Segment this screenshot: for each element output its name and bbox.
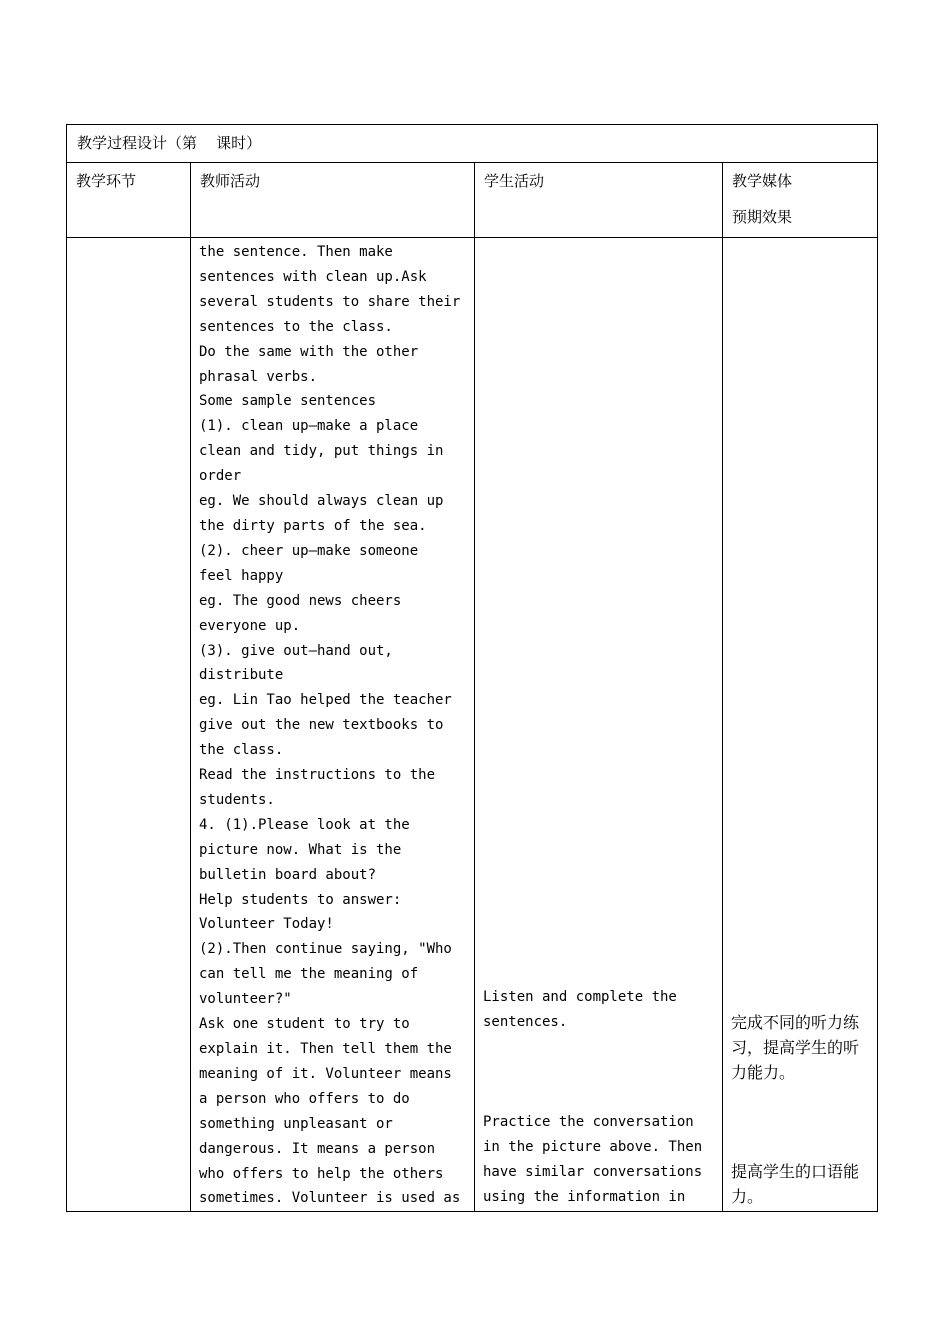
student-activity-practice — [483, 1110, 702, 1210]
teacher-activity-line: Volunteer Today! — [199, 916, 334, 933]
teacher-activity-line: feel happy — [199, 567, 284, 584]
teacher-activity-cell — [191, 238, 475, 1212]
teacher-activity-line: Ask one student to try to — [199, 1016, 410, 1033]
teacher-activity-line: give out the new textbooks to — [199, 717, 444, 734]
teacher-activity-line: the dirty parts of the sea. — [199, 517, 427, 534]
lesson-plan-table — [66, 124, 878, 1212]
expected-effect-line: 力能力。 — [731, 1063, 796, 1082]
expected-effect-line: 提高学生的口语能 — [731, 1162, 860, 1181]
header-stage-cell — [67, 163, 191, 238]
teacher-activity-line: order — [199, 468, 242, 485]
teacher-activity-line: Read the instructions to the — [199, 767, 436, 784]
teacher-activity-line: 4. (1).Please look at the — [199, 816, 410, 833]
title-cell — [67, 125, 878, 163]
expected-effect-line: 习，提高学生的听 — [731, 1038, 860, 1057]
column-header-teacher: 教师活动 — [200, 172, 261, 190]
student-activity-line: have similar conversations — [483, 1163, 703, 1180]
header-row — [67, 163, 878, 238]
title-row — [67, 125, 878, 163]
teacher-activity-line: volunteer?" — [199, 991, 292, 1008]
student-activity-line: Listen and complete the — [483, 989, 677, 1005]
teacher-activity-line: distribute — [199, 667, 284, 684]
teacher-activity-line: (3). give out—hand out, — [199, 642, 393, 659]
expected-effect-listening — [731, 1010, 859, 1085]
teacher-activity-line: several students to share their — [199, 293, 461, 310]
column-header-media: 教学媒体 — [732, 172, 793, 190]
student-activity-line: sentences. — [483, 1013, 568, 1030]
teacher-activity-line: sentences to the class. — [199, 318, 393, 335]
teacher-activity-line: everyone up. — [199, 617, 301, 634]
column-header-student: 学生活动 — [484, 172, 545, 190]
header-student-cell — [475, 163, 723, 238]
column-header-stage: 教学环节 — [76, 172, 137, 190]
teacher-activity-line: dangerous. It means a person — [199, 1140, 436, 1157]
teacher-activity-line: Some sample sentences — [199, 393, 377, 410]
lesson-design-title: 教学过程设计（第 课时） — [77, 134, 262, 152]
teacher-activity-line: eg. We should always clean up — [199, 493, 444, 510]
teacher-activity-line: can tell me the meaning of — [199, 966, 419, 983]
teacher-activity-line: students. — [199, 791, 275, 808]
column-header-effect: 预期效果 — [732, 208, 793, 226]
teacher-activity-line: meaning of it. Volunteer means — [199, 1065, 452, 1082]
teacher-activity-line: the sentence. Then make — [199, 244, 393, 260]
teacher-activity-line: picture now. What is the — [199, 841, 402, 858]
teacher-activity-line: something unpleasant or — [199, 1115, 393, 1132]
header-media-cell — [723, 163, 878, 238]
teacher-activity-line: bulletin board about? — [199, 866, 377, 883]
student-activity-line: Practice the conversation — [483, 1114, 694, 1130]
media-effect-cell — [723, 238, 878, 1212]
student-activity-listen — [483, 985, 677, 1035]
teacher-activity-line: explain it. Then tell them the — [199, 1041, 452, 1057]
expected-effect-line: 完成不同的听力练 — [731, 1013, 860, 1032]
expected-effect-line: 力。 — [731, 1187, 764, 1206]
teacher-activity-line: eg. The good news cheers — [199, 592, 402, 609]
teacher-activity-line: sentences with clean up.Ask — [199, 268, 427, 285]
teacher-activity-line: Do the same with the other — [199, 343, 419, 360]
teacher-activity-line: Help students to answer: — [199, 891, 402, 908]
student-activity-line: using the information in — [483, 1188, 686, 1205]
teacher-activity-line: (2). cheer up—make someone — [199, 542, 419, 559]
expected-effect-speaking — [731, 1159, 859, 1209]
teacher-activity-line: a person who offers to do — [199, 1090, 410, 1107]
teacher-activity-line: phrasal verbs. — [199, 368, 318, 385]
teacher-activity-line: sometimes. Volunteer is used as — [199, 1190, 461, 1207]
teacher-activity-text — [191, 238, 474, 1211]
student-activity-cell — [475, 238, 723, 1212]
content-row — [67, 238, 878, 1212]
teacher-activity-line: eg. Lin Tao helped the teacher — [199, 692, 452, 709]
header-teacher-cell — [191, 163, 475, 238]
teacher-activity-line: who offers to help the others — [199, 1165, 444, 1182]
teacher-activity-line: clean and tidy, put things in — [199, 443, 444, 460]
student-activity-line: in the picture above. Then — [483, 1138, 703, 1155]
teacher-activity-line: (1). clean up—make a place — [199, 418, 419, 435]
teacher-activity-line: (2).Then continue saying, "Who — [199, 941, 452, 958]
teacher-activity-line: the class. — [199, 742, 284, 759]
stage-cell — [67, 238, 191, 1212]
